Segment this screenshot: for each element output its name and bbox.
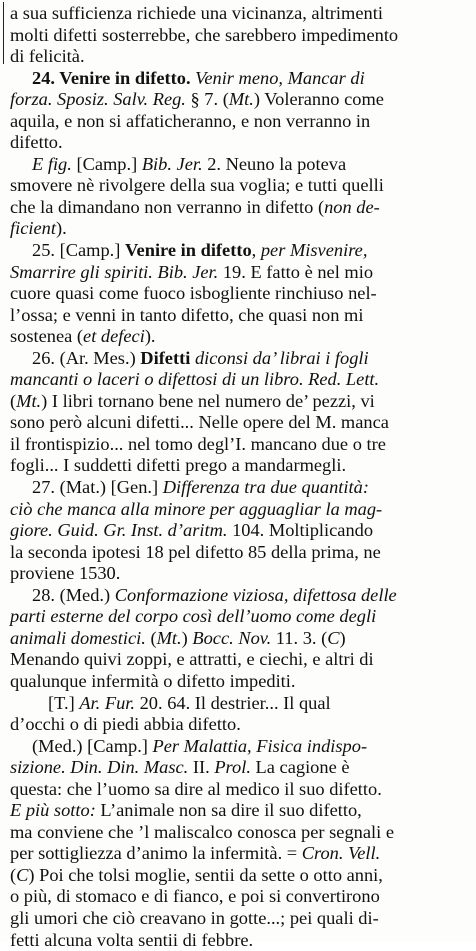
text-run: 11. 3. ( (271, 627, 328, 648)
text-run: Venir meno, Mancar di (195, 67, 365, 88)
text-line (10, 757, 472, 779)
line-content (10, 520, 373, 542)
text-line (10, 111, 472, 133)
text-run: et defeci (83, 326, 145, 347)
text-line (10, 154, 472, 176)
text-run: ). (55, 218, 67, 239)
text-run: ( (10, 390, 17, 411)
text-run: di felicità. (10, 46, 85, 67)
line-content (10, 606, 376, 628)
text-line (10, 628, 472, 650)
text-line (10, 434, 472, 456)
text-run: o più, di stomaco e di fianco, e poi si convertirono (10, 886, 380, 907)
line-content (32, 154, 346, 176)
text-run: Prol. (214, 757, 251, 778)
text-run: fogli... I suddetti difetti prego a mandarmegli. (10, 455, 347, 476)
text-run: ) (339, 627, 346, 648)
text-run: ma conviene che ’l maliscalco conosca per segnali e (10, 821, 394, 842)
text-line (10, 46, 472, 68)
text-run: smovere nè rivolgere della sua voglia; e tutti quelli (10, 175, 384, 196)
text-run: a sua sufficienza richiede una vicinanza, altrimenti (10, 3, 383, 23)
text-line (10, 175, 472, 197)
text-run: per sottigliezza d’animo la infermità. = (10, 843, 302, 864)
text-run: ) Voleranno come (253, 89, 384, 110)
text-line (10, 412, 472, 434)
text-run: 25. [Camp.] (32, 240, 125, 261)
text-run: sizione. Din. Din. Masc. (10, 757, 189, 778)
text-run: l’ossa; e venni in tanto difetto, che quasi non mi (10, 304, 364, 325)
text-run: giore. Guid. Gr. Inst. d’aritm. (10, 520, 228, 541)
text-line (10, 886, 472, 908)
text-line (10, 843, 472, 865)
text-run: sono però alcuni difetti... Nelle opere del M. manca (10, 412, 389, 433)
text-line (10, 240, 472, 262)
line-content (10, 283, 377, 305)
line-content (10, 757, 350, 779)
text-line (10, 800, 472, 822)
text-run: Conformazione viziosa, difettosa delle (114, 584, 397, 605)
text-line (10, 649, 472, 671)
text-line (10, 606, 472, 628)
text-run: 26. (Ar. Mes.) (32, 347, 141, 368)
text-line (10, 908, 472, 930)
text-run: forza. Sposiz. Salv. Reg. (10, 89, 186, 110)
line-content (10, 779, 382, 801)
text-run: Differenza tra due quantità: (162, 477, 369, 498)
line-content (10, 865, 383, 887)
text-line (10, 455, 472, 477)
text-line (10, 563, 472, 585)
line-content (10, 25, 398, 47)
text-line (10, 930, 472, 951)
text-line (10, 305, 472, 327)
line-content (10, 908, 379, 930)
text-run: per Misvenire, (260, 240, 368, 261)
line-content (10, 886, 380, 908)
text-run: che la dimandano non verranno in difetto ( (10, 196, 325, 217)
text-run: 2. Neuno la poteva (202, 153, 347, 174)
line-content (10, 412, 389, 434)
text-line (10, 283, 472, 305)
text-line (10, 197, 472, 219)
text-run: fetti alcuna volta sentii di febbre. (10, 929, 254, 950)
text-run: non de- (324, 196, 380, 217)
line-content (10, 563, 120, 585)
text-run: 104. Moltiplicando (227, 520, 374, 541)
text-run: ( (145, 627, 157, 648)
text-run: 24. Venire in difetto. (32, 67, 196, 88)
text-run: ). (144, 326, 156, 347)
text-run: mancanti o laceri o difettosi di un libro. Red. Lett. (10, 369, 380, 390)
text-run: 19. E fatto è nel mio (218, 261, 374, 282)
line-content (32, 736, 367, 758)
line-content (10, 175, 384, 197)
text-run: aquila, e non si affaticheranno, e non verranno in (10, 110, 371, 131)
line-content (10, 3, 383, 25)
text-run: proviene 1530. (10, 563, 121, 584)
text-run: Difetti (140, 347, 191, 368)
line-content (10, 132, 63, 154)
line-content (10, 671, 296, 693)
line-content (10, 455, 346, 477)
line-content (10, 542, 381, 564)
text-run: ciò che manca alla minore per agguagliar la mag- (10, 498, 383, 519)
line-content (10, 800, 362, 822)
text-run: sostenea ( (10, 326, 84, 347)
text-run: Venire in difetto (124, 240, 252, 261)
text-run: , (251, 240, 261, 261)
text-line (10, 391, 472, 413)
line-content (10, 305, 363, 327)
line-content (32, 585, 397, 607)
text-line (10, 779, 472, 801)
line-content (10, 930, 253, 951)
line-content (10, 111, 370, 133)
text-run: II. (188, 757, 215, 778)
text-line (10, 218, 472, 240)
text-run: Bib. Jer. (141, 153, 203, 174)
text-run: difetto. (10, 132, 63, 153)
text-run: Mt. (16, 390, 42, 411)
line-content (32, 68, 365, 90)
line-content (10, 197, 380, 219)
text-line (10, 585, 472, 607)
text-line (10, 693, 472, 715)
text-run: animali domestici. (10, 627, 146, 648)
text-run: § 7. ( (185, 89, 229, 110)
line-content (10, 822, 394, 844)
text-run: 20. 64. Il destrier... Il qual (135, 692, 331, 713)
text-run: (Med.) [Camp.] (32, 735, 153, 756)
text-run: C (16, 864, 29, 885)
text-run: gli umori che ciò creavano in gotte...; pei quali di- (10, 907, 379, 928)
text-run: questa: che l’uomo sa dire al medico il suo difetto. (10, 778, 382, 799)
line-content (32, 348, 369, 370)
text-run: Smarrire gli spiriti. Bib. Jer. (10, 261, 219, 282)
text-line (10, 89, 472, 111)
text-run: ficient (10, 218, 56, 239)
text-run: diconsi da’ librai i fogli (194, 347, 369, 368)
text-run: La cagione è (250, 757, 350, 778)
text-run: Ar. Fur. (79, 692, 136, 713)
line-content (10, 369, 379, 391)
line-content (10, 499, 382, 521)
text-run: cuore quasi come fuoco isbogliente rinchiuso nel- (10, 283, 377, 304)
text-line (10, 671, 472, 693)
line-content (10, 326, 156, 348)
text-line (10, 520, 472, 542)
text-line (10, 369, 472, 391)
text-line (10, 736, 472, 758)
text-line (10, 3, 472, 25)
text-line (10, 714, 472, 736)
margin-rule (3, 2, 4, 64)
text-run: Mt. (228, 89, 254, 110)
text-run: E fig. (32, 153, 72, 174)
text-run: ) I libri tornano bene nel numero de’ pezzi, vi (41, 390, 375, 411)
text-run: molti difetti sosterrebbe, che sarebbero impedimento (10, 24, 399, 45)
text-line (10, 348, 472, 370)
text-run: Menando quivi zoppi, e attratti, e ciechi, e altri di (10, 649, 374, 670)
text-line (10, 68, 472, 90)
line-content (48, 693, 331, 715)
text-line (10, 542, 472, 564)
text-run: ( (10, 864, 17, 885)
text-line (10, 132, 472, 154)
text-run: 28. (Med.) (32, 584, 115, 605)
text-run: ) Poi che tolsi moglie, sentii da sette o otto anni, (28, 864, 383, 885)
line-content (10, 218, 67, 240)
line-content (10, 714, 241, 736)
text-run: [T.] (48, 692, 80, 713)
text-run: L’animale non sa dire il suo difetto, (95, 800, 362, 821)
text-run: Bocc. Nov. (192, 627, 272, 648)
text-run: qualunque infermità o difetto impediti. (10, 670, 296, 691)
text-line (10, 326, 472, 348)
line-content (10, 434, 386, 456)
text-line (10, 865, 472, 887)
dictionary-text-column (10, 3, 472, 951)
line-content (10, 628, 346, 650)
text-run: d’occhi o di piedi abbia difetto. (10, 714, 241, 735)
text-run: 27. (Mat.) [Gen.] (32, 477, 163, 498)
text-line (10, 499, 472, 521)
text-run: ) (181, 627, 193, 648)
line-content (10, 843, 380, 865)
text-run: E più sotto: (10, 800, 96, 821)
text-run: Mt. (156, 627, 182, 648)
text-run: C (327, 627, 340, 648)
text-line (10, 262, 472, 284)
line-content (10, 262, 373, 284)
text-run: il frontispizio... nel tomo degl’I. mancano due o tre (10, 433, 386, 454)
line-content (10, 46, 85, 68)
text-run: Cron. Vell. (301, 843, 381, 864)
text-run: [Camp.] (71, 153, 142, 174)
text-line (10, 822, 472, 844)
line-content (10, 391, 375, 413)
line-content (32, 240, 367, 262)
text-run: parti esterne del corpo così dell’uomo come degli (10, 606, 377, 627)
text-line (10, 477, 472, 499)
line-content (32, 477, 369, 499)
text-run: la seconda ipotesi 18 pel difetto 85 della prima, ne (10, 541, 381, 562)
text-run: Per Malattia, Fisica indispo- (152, 735, 368, 756)
line-content (10, 89, 384, 111)
text-line (10, 25, 472, 47)
line-content (10, 649, 374, 671)
